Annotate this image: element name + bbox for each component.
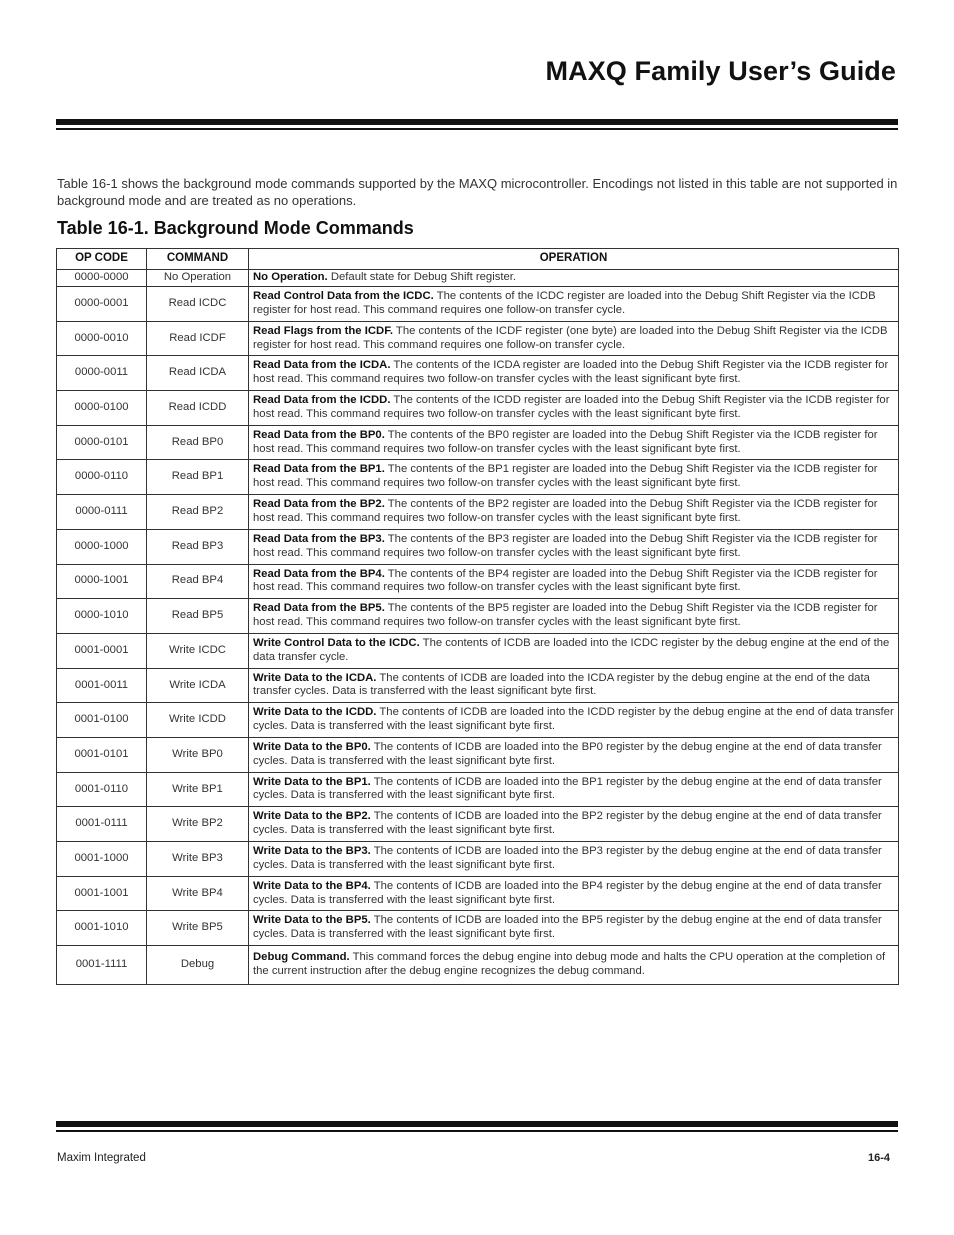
operation-description: The contents of the BP4 register are loaded into the Debug Shift Register via the ICDB register for host read. This command requires two follow-on transfer cycles with the least significant byte first.	[253, 567, 878, 594]
operation-description: The contents of the BP2 register are loaded into the Debug Shift Register via the ICDB register for host read. This command requires two follow-on transfer cycles with the least significant byte first.	[253, 498, 878, 524]
operation-cell	[249, 703, 899, 738]
header-rule-thick	[56, 119, 898, 125]
operation-description: The contents of ICDB are loaded into the ICDA register by the debug engine at the end of the data transfer cycles. Data is transferred with the least significant byte first.	[253, 671, 870, 698]
command-cell: No Operation	[147, 270, 249, 287]
operation-cell	[249, 876, 899, 911]
table-title: Table 16-1. Background Mode Commands	[57, 218, 414, 238]
command-cell: Write ICDC	[147, 633, 249, 668]
operation-cell	[249, 495, 899, 530]
operation-cell	[249, 270, 899, 287]
table-row	[57, 495, 899, 530]
operation-description: The contents of the BP5 register are loaded into the Debug Shift Register via the ICDB register for host read. This command requires two follow-on transfer cycles with the least significant byte first.	[253, 602, 878, 629]
operation-description: The contents of ICDB are loaded into the ICDD register by the debug engine at the end of data transfer cycles. Data is transferred with the least significant byte first.	[253, 706, 894, 733]
table-row	[57, 270, 899, 287]
background-mode-commands-table	[56, 248, 899, 985]
command-cell: Debug	[147, 946, 249, 985]
column-header-operation: OPERATION	[249, 249, 899, 270]
operation-heading: Write Data to the BP4.	[253, 879, 371, 892]
table-row	[57, 911, 899, 946]
operation-cell	[249, 425, 899, 460]
command-cell: Write BP0	[147, 737, 249, 772]
operation-heading: Write Data to the BP2.	[253, 810, 371, 823]
operation-cell	[249, 356, 899, 391]
operation-cell	[249, 842, 899, 877]
operation-description: This command forces the debug engine into debug mode and halts the CPU operation at the completion of the current instruction after the debug engine recognizes the debug command.	[253, 951, 886, 978]
operation-description: The contents of ICDB are loaded into the ICDC register by the debug engine at the end of the data transfer cycle.	[253, 636, 890, 663]
op-code-cell: 0001-0111	[57, 807, 147, 842]
operation-heading: Write Data to the BP1.	[253, 775, 371, 788]
operation-heading: Debug Command.	[253, 951, 350, 964]
operation-description: The contents of ICDB are loaded into the BP5 register by the debug engine at the end of data transfer cycles. Data is transferred with the least significant byte first.	[253, 914, 882, 941]
table-row	[57, 633, 899, 668]
op-code-cell: 0001-1010	[57, 911, 147, 946]
command-cell: Read BP3	[147, 529, 249, 564]
table-row	[57, 529, 899, 564]
operation-heading: Write Data to the ICDD.	[253, 706, 377, 719]
op-code-cell: 0000-1010	[57, 599, 147, 634]
op-code-cell: 0000-0001	[57, 287, 147, 322]
operation-heading: Read Flags from the ICDF.	[253, 324, 393, 337]
operation-heading: Write Control Data to the ICDC.	[253, 636, 420, 649]
operation-description: The contents of ICDB are loaded into the BP1 register by the debug engine at the end of data transfer cycles. Data is transferred with the least significant byte first.	[253, 775, 882, 802]
operation-cell	[249, 668, 899, 703]
op-code-cell: 0001-1000	[57, 842, 147, 877]
operation-heading: No Operation.	[253, 271, 328, 284]
command-cell: Read BP0	[147, 425, 249, 460]
command-cell: Write BP4	[147, 876, 249, 911]
operation-description: The contents of ICDB are loaded into the BP2 register by the debug engine at the end of data transfer cycles. Data is transferred with the least significant byte first.	[253, 810, 882, 837]
operation-description: The contents of the ICDC register are loaded into the Debug Shift Register via the ICDB register for host read. This command requires one follow-on transfer cycle.	[253, 290, 876, 316]
operation-heading: Read Data from the BP1.	[253, 463, 385, 476]
table-row	[57, 772, 899, 807]
table-row	[57, 460, 899, 495]
operation-cell	[249, 633, 899, 668]
operation-heading: Write Data to the BP3.	[253, 845, 371, 858]
operation-cell	[249, 946, 899, 985]
page-number: 16-4	[867, 1152, 890, 1164]
operation-cell	[249, 287, 899, 322]
operation-description: The contents of the ICDA register are loaded into the Debug Shift Register via the ICDB register for host read. This command requires two follow-on transfer cycles with the least significant byte first.	[253, 359, 889, 386]
command-cell: Read BP2	[147, 495, 249, 530]
operation-cell	[249, 391, 899, 426]
command-cell: Read ICDC	[147, 287, 249, 322]
operation-description: The contents of ICDB are loaded into the BP0 register by the debug engine at the end of data transfer cycles. Data is transferred with the least significant byte first.	[253, 740, 882, 767]
op-code-cell: 0000-0100	[57, 391, 147, 426]
op-code-cell: 0001-0110	[57, 772, 147, 807]
operation-cell	[249, 564, 899, 599]
op-code-cell: 0001-1111	[57, 946, 147, 985]
footer-rule-thick	[56, 1121, 898, 1127]
page-title: MAXQ Family User’s Guide	[545, 56, 896, 86]
intro-paragraph: Table 16-1 shows the background mode commands supported by the MAXQ microcontroller. Encodings not listed in this table are not supported in background mode and are treated as no operations.	[57, 176, 898, 208]
table-row	[57, 946, 899, 985]
operation-description: The contents of the ICDD register are loaded into the Debug Shift Register via the ICDB register for host read. This command requires two follow-on transfer cycles with the least significant byte first.	[253, 394, 890, 420]
operation-description: The contents of the ICDF register (one byte) are loaded into the Debug Shift Register via the ICDB register for host read. This command requires one follow-on transfer cycle.	[253, 324, 888, 351]
table-row	[57, 876, 899, 911]
operation-description: The contents of ICDB are loaded into the BP4 register by the debug engine at the end of data transfer cycles. Data is transferred with the least significant byte first.	[253, 879, 882, 906]
command-cell: Write ICDA	[147, 668, 249, 703]
operation-heading: Read Data from the BP4.	[253, 567, 385, 580]
operation-cell	[249, 599, 899, 634]
header-rule-thin	[56, 128, 898, 130]
operation-heading: Read Data from the ICDD.	[253, 394, 391, 407]
table-row	[57, 425, 899, 460]
op-code-cell: 0001-1001	[57, 876, 147, 911]
operation-heading: Read Data from the BP2.	[253, 498, 385, 511]
operation-heading: Write Data to the BP0.	[253, 740, 371, 753]
operation-description: Default state for Debug Shift register.	[327, 271, 517, 284]
table-row	[57, 356, 899, 391]
operation-heading: Read Control Data from the ICDC.	[253, 290, 434, 303]
table-row	[57, 391, 899, 426]
table-row	[57, 599, 899, 634]
table-row	[57, 842, 899, 877]
operation-cell	[249, 807, 899, 842]
column-header-command: COMMAND	[147, 249, 249, 270]
operation-description: The contents of the BP1 register are loaded into the Debug Shift Register via the ICDB register for host read. This command requires two follow-on transfer cycles with the least significant byte first.	[253, 463, 878, 490]
table-row	[57, 737, 899, 772]
operation-cell	[249, 460, 899, 495]
command-cell: Read ICDF	[147, 321, 249, 356]
operation-heading: Read Data from the BP5.	[253, 602, 385, 615]
op-code-cell: 0000-0010	[57, 321, 147, 356]
op-code-cell: 0000-0111	[57, 495, 147, 530]
op-code-cell: 0000-0000	[57, 270, 147, 287]
footer-rule-thin	[56, 1130, 898, 1132]
operation-heading: Read Data from the BP3.	[253, 532, 385, 545]
op-code-cell: 0000-1000	[57, 529, 147, 564]
op-code-cell: 0000-0011	[57, 356, 147, 391]
footer-company: Maxim Integrated	[57, 1152, 146, 1164]
op-code-cell: 0001-0100	[57, 703, 147, 738]
table-row	[57, 668, 899, 703]
table-header-row	[57, 249, 899, 270]
operation-cell	[249, 529, 899, 564]
command-cell: Write BP1	[147, 772, 249, 807]
operation-heading: Read Data from the BP0.	[253, 428, 385, 441]
command-cell: Read BP1	[147, 460, 249, 495]
table-row	[57, 564, 899, 599]
op-code-cell: 0001-0101	[57, 737, 147, 772]
op-code-cell: 0000-0101	[57, 425, 147, 460]
op-code-cell: 0000-0110	[57, 460, 147, 495]
command-cell: Write ICDD	[147, 703, 249, 738]
op-code-cell: 0001-0011	[57, 668, 147, 703]
op-code-cell: 0000-1001	[57, 564, 147, 599]
operation-description: The contents of the BP3 register are loaded into the Debug Shift Register via the ICDB register for host read. This command requires two follow-on transfer cycles with the least significant byte first.	[253, 532, 878, 559]
operation-cell	[249, 321, 899, 356]
operation-heading: Write Data to the ICDA.	[253, 671, 377, 684]
operation-description: The contents of ICDB are loaded into the BP3 register by the debug engine at the end of data transfer cycles. Data is transferred with the least significant byte first.	[253, 845, 882, 871]
operation-description: The contents of the BP0 register are loaded into the Debug Shift Register via the ICDB register for host read. This command requires two follow-on transfer cycles with the least significant byte first.	[253, 428, 878, 455]
command-cell: Read ICDA	[147, 356, 249, 391]
operation-heading: Read Data from the ICDA.	[253, 359, 391, 372]
command-cell: Read BP4	[147, 564, 249, 599]
operation-cell	[249, 737, 899, 772]
table-row	[57, 287, 899, 322]
table-row	[57, 321, 899, 356]
operation-heading: Write Data to the BP5.	[253, 914, 371, 927]
table-row	[57, 703, 899, 738]
command-cell: Write BP2	[147, 807, 249, 842]
table-row	[57, 807, 899, 842]
command-cell: Read ICDD	[147, 391, 249, 426]
command-cell: Write BP5	[147, 911, 249, 946]
command-cell: Read BP5	[147, 599, 249, 634]
operation-cell	[249, 772, 899, 807]
column-header-op-code: OP CODE	[57, 249, 147, 270]
command-cell: Write BP3	[147, 842, 249, 877]
operation-cell	[249, 911, 899, 946]
op-code-cell: 0001-0001	[57, 633, 147, 668]
